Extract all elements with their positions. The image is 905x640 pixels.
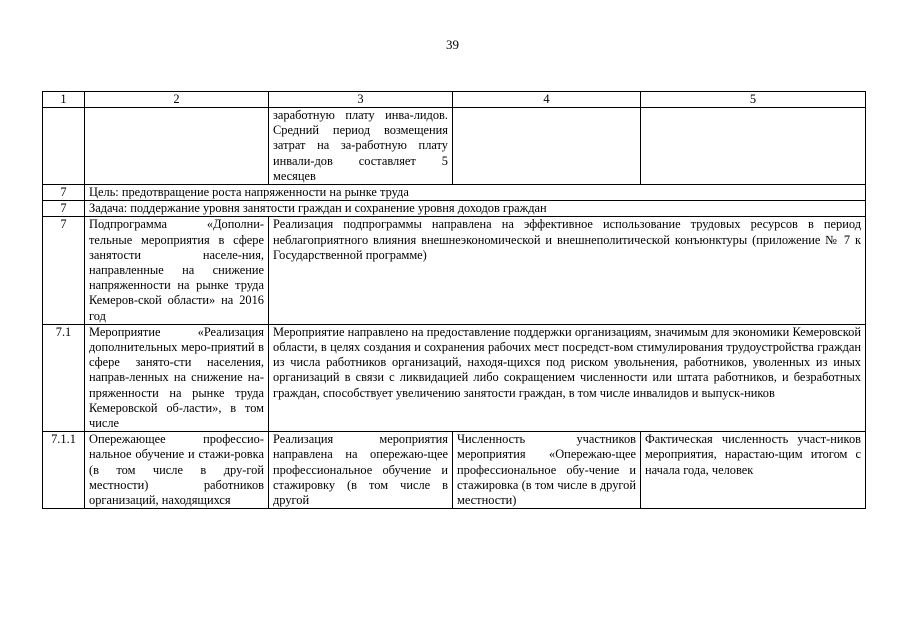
name-cell: Мероприятие «Реализация дополнительных меро-приятий в сфере занято-сти населения, направ-ленных на снижение на-пряженности на рынке труда Кемеровской об-ласти», в том числе: [85, 324, 269, 431]
description-cell: Реализация мероприятия направлена на опережаю-щее профессиональное обучение и стажировку (в том числе в другой: [269, 432, 453, 509]
row-number-cell: 7.1.1: [43, 432, 85, 509]
row-number-cell: 7: [43, 201, 85, 217]
indicator-cell: [453, 108, 641, 185]
table-header-row: [43, 92, 866, 108]
column-header-1: 1: [43, 92, 85, 108]
table-row: [43, 185, 866, 201]
description-cell: заработную плату инва-лидов. Средний период возмещения затрат на за-работную плату инвали-дов составляет 5 месяцев: [269, 108, 453, 185]
row-number-cell: 7: [43, 217, 85, 324]
column-header-5: 5: [641, 92, 866, 108]
goal-cell: Цель: предотвращение роста напряженности на рынке труда: [85, 185, 866, 201]
method-cell: Фактическая численность участ-ников мероприятия, нарастаю-щим итогом с начала года, человек: [641, 432, 866, 509]
table-row: [43, 432, 866, 509]
column-header-4: 4: [453, 92, 641, 108]
description-cell: Реализация подпрограммы направлена на эффективное использование трудовых ресурсов в период неблагоприятного влияния внешнеэкономической и внешнеполитической конъюнктуры (приложение № 7 к Государственной программе): [269, 217, 866, 324]
task-cell: Задача: поддержание уровня занятости граждан и сохранение уровня доходов граждан: [85, 201, 866, 217]
page-number: 39: [446, 37, 459, 52]
row-number-cell: [43, 108, 85, 185]
description-cell: Мероприятие направлено на предоставление поддержки организациям, значимым для экономики Кемеровской области, в целях создания и сохранения рабочих мест посредст-вом стимулирования трудоустройства граждан из числа работников организаций, находя-щихся под риском увольнения, работников, уволенных из иных организаций в связи с ликвидацией либо сокращением численности или штата работников, и безработных граждан, способствует увеличению занятости граждан, в том числе инвалидов и выпуск-ников: [269, 324, 866, 431]
name-cell: [85, 108, 269, 185]
column-header-2: 2: [85, 92, 269, 108]
name-cell: Опережающее профессио-нальное обучение и стажи-ровка (в том числе в дру-гой местности) работников организаций, находящихся: [85, 432, 269, 509]
method-cell: [641, 108, 866, 185]
table-row: [43, 324, 866, 431]
table-row: [43, 201, 866, 217]
name-cell: Подпрограмма «Дополни-тельные мероприятия в сфере занятости населе-ния, направленные на снижение напряженности на рынке труда Кемеров-ской области» на 2016 год: [85, 217, 269, 324]
indicator-table: [42, 91, 866, 509]
indicator-cell: Численность участников мероприятия «Опережаю-щее профессиональное обу-чение и стажировка (в том числе в другой местности): [453, 432, 641, 509]
row-number-cell: 7: [43, 185, 85, 201]
table-row: [43, 108, 866, 185]
table-row: [43, 217, 866, 324]
row-number-cell: 7.1: [43, 324, 85, 431]
column-header-3: 3: [269, 92, 453, 108]
